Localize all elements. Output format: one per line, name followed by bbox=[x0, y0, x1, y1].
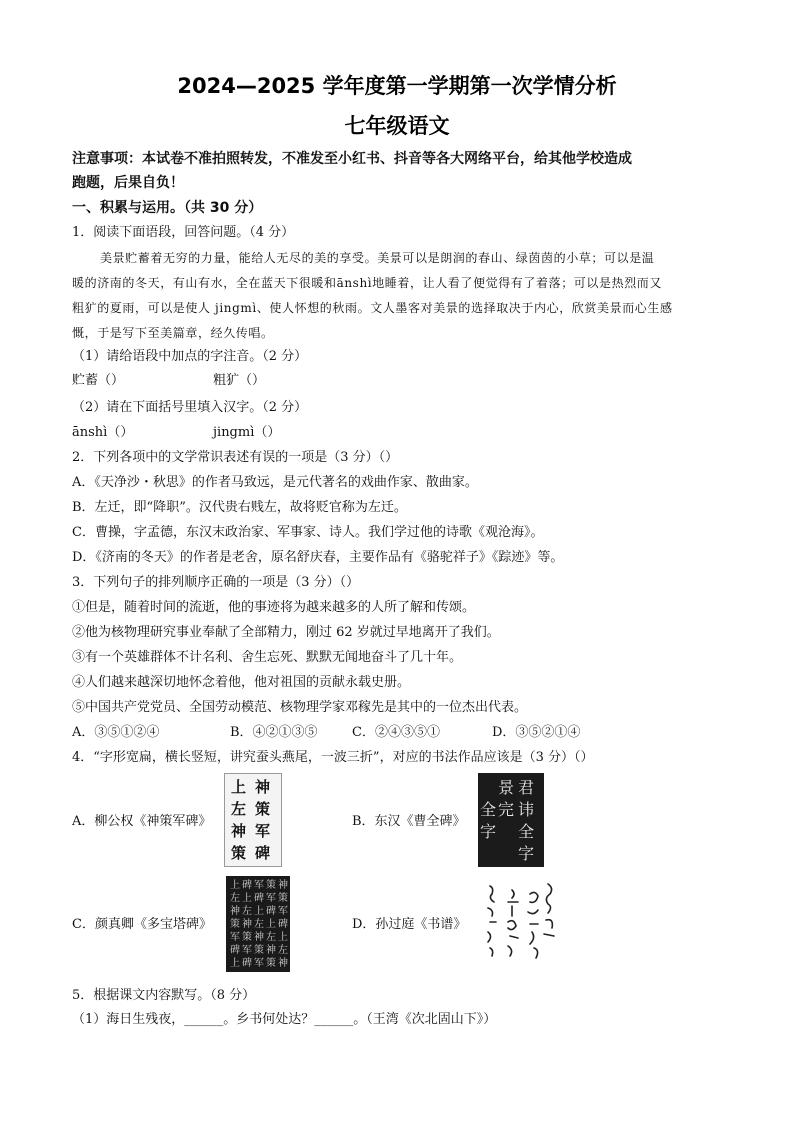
glyph: 字 bbox=[518, 844, 535, 863]
q3-sentence: ②他为核物理研究事业奉献了全部精力，刚过 62 岁就过早地离开了我们。 bbox=[72, 625, 500, 640]
q2-prompt: 2．下列各项中的文学常识表述有误的一项是（3 分）（） bbox=[72, 450, 399, 465]
calligraphy-image-a bbox=[224, 773, 282, 867]
notice-line-2: 跑题，后果自负！ bbox=[72, 175, 184, 191]
glyph: 上 bbox=[231, 778, 247, 796]
glyph: 左 bbox=[254, 919, 264, 930]
q4-option-b-label: B．东汉《曹全碑》 bbox=[352, 814, 466, 829]
glyph: 神 bbox=[230, 906, 240, 917]
q3-option-a: A．③⑤①②④ bbox=[72, 725, 160, 740]
glyph: 全 bbox=[518, 822, 535, 841]
q1-passage-line: 美景贮蓄着无穷的力量，能给人无尽的美的享受。美景可以是朗润的春山、绿茵茵的小草；可以是温 bbox=[100, 251, 655, 265]
glyph: 军 bbox=[255, 822, 271, 840]
q2-option-c: C．曹操，字孟德，东汉末政治家、军事家、诗人。我们学过他的诗歌《观沧海》。 bbox=[72, 525, 544, 540]
glyph: 策 bbox=[266, 958, 276, 969]
glyph: 碑 bbox=[266, 906, 276, 917]
q1-sub2: （2）请在下面括号里填入汉字。（2 分） bbox=[72, 400, 308, 415]
q1-sub1: （1）请给语段中加点的字注音。（2 分） bbox=[72, 349, 308, 364]
q4-option-a-label: A．柳公权《神策军碑》 bbox=[72, 814, 212, 829]
glyph: 完 bbox=[498, 800, 515, 819]
glyph: 军 bbox=[254, 880, 264, 891]
calligraphy-image-d bbox=[478, 876, 562, 968]
glyph: 神 bbox=[266, 945, 276, 956]
exam-subject: 七年级语文 bbox=[344, 114, 450, 138]
q1-sub2-a: ānshì（） bbox=[72, 425, 134, 440]
glyph: 碑 bbox=[230, 945, 240, 956]
glyph: 字 bbox=[480, 822, 497, 841]
glyph: 军 bbox=[230, 932, 240, 943]
glyph: 左 bbox=[266, 932, 276, 943]
q4-option-d-label: D．孙过庭《书谱》 bbox=[352, 917, 467, 932]
q3-sentence: ⑤中国共产党党员、全国劳动模范、核物理学家邓稼先是其中的一位杰出代表。 bbox=[72, 700, 528, 715]
q3-sentence: ①但是，随着时间的流逝，他的事迹将为越来越多的人所了解和传颂。 bbox=[72, 600, 476, 615]
glyph: 策 bbox=[230, 919, 240, 930]
q1-passage-line: 慨，于是写下至美篇章，经久传唱。 bbox=[72, 326, 274, 340]
q3-option-c: C．②④③⑤① bbox=[352, 725, 440, 740]
q1-sub1-a: 贮蓄（） bbox=[72, 373, 125, 388]
glyph: 策 bbox=[278, 893, 288, 904]
glyph: 策 bbox=[266, 880, 276, 891]
glyph: 神 bbox=[278, 880, 288, 891]
exam-title: 2024—2025 学年度第一学期第一次学情分析 bbox=[177, 74, 617, 98]
glyph: 上 bbox=[230, 958, 240, 969]
glyph: 左 bbox=[231, 800, 247, 818]
glyph: 神 bbox=[255, 778, 271, 796]
q1-prompt: 1．阅读下面语段，回答问题。（4 分） bbox=[72, 225, 295, 240]
glyph: 神 bbox=[242, 919, 252, 930]
q2-option-b: B．左迁，即“降职”。汉代贵右贱左，故将贬官称为左迁。 bbox=[72, 500, 407, 515]
q4-option-c-label: C．颜真卿《多宝塔碑》 bbox=[72, 917, 212, 932]
glyph: 全 bbox=[480, 800, 497, 819]
glyph: 上 bbox=[242, 893, 252, 904]
glyph: 左 bbox=[230, 893, 240, 904]
q2-option-d: D．《济南的冬天》的作者是老舍，原名舒庆春，主要作品有《骆驼祥子》《踪迹》等。 bbox=[72, 550, 564, 565]
q3-prompt: 3．下列句子的排列顺序正确的一项是（3 分）（） bbox=[72, 575, 360, 590]
glyph: 君 bbox=[518, 778, 535, 797]
glyph: 上 bbox=[266, 919, 276, 930]
glyph: 神 bbox=[254, 932, 264, 943]
q5-prompt: 5．根据课文内容默写。（8 分） bbox=[72, 988, 256, 1003]
q3-sentence: ③有一个英雄群体不计名利、舍生忘死、默默无闻地奋斗了几十年。 bbox=[72, 650, 463, 665]
glyph: 左 bbox=[278, 945, 288, 956]
glyph: 军 bbox=[242, 945, 252, 956]
q1-passage-line: 暖的济南的冬天，有山有水，全在蓝天下很暖和ānshì地睡着，让人看了便觉得有了着落；可以是热烈而又 bbox=[72, 276, 663, 290]
q5-sub1: （1）海日生残夜，______。乡书何处达？______。（王湾《次北固山下》） bbox=[72, 1012, 497, 1027]
q1-passage-line: 粗犷的夏雨，可以是使人 jingmì、使人怀想的秋雨。文人墨客对美景的选择取决于内心，欣赏美景而心生感 bbox=[72, 301, 673, 315]
glyph: 碑 bbox=[255, 844, 271, 862]
notice-line-1: 注意事项：本试卷不准拍照转发，不准发至小红书、抖音等各大网络平台，给其他学校造成 bbox=[72, 151, 632, 167]
glyph: 碑 bbox=[242, 880, 252, 891]
glyph: 神 bbox=[278, 958, 288, 969]
glyph: 上 bbox=[278, 932, 288, 943]
glyph: 策 bbox=[254, 945, 264, 956]
q3-option-d: D．③⑤②①④ bbox=[492, 725, 581, 740]
q4-prompt: 4．“字形宽扁，横长竖短，讲究蚕头燕尾，一波三折”，对应的书法作品应该是（3 分）（） bbox=[72, 750, 594, 765]
glyph: 策 bbox=[231, 844, 247, 862]
glyph: 讳 bbox=[518, 800, 535, 819]
calligraphy-image-c bbox=[226, 876, 290, 972]
calligraphy-image-b bbox=[478, 773, 544, 867]
glyph: 策 bbox=[242, 932, 252, 943]
glyph: 军 bbox=[278, 906, 288, 917]
glyph: 策 bbox=[255, 800, 271, 818]
glyph: 军 bbox=[266, 893, 276, 904]
glyph: 景 bbox=[498, 778, 515, 797]
stele-glyphs-a bbox=[225, 774, 281, 866]
q3-sentence: ④人们越来越深切地怀念着他，他对祖国的贡献永载史册。 bbox=[72, 675, 411, 690]
q1-sub2-b: jingmì（） bbox=[213, 425, 281, 440]
glyph: 碑 bbox=[278, 919, 288, 930]
glyph: 上 bbox=[254, 906, 264, 917]
q2-option-a: A．《天净沙・秋思》的作者马致远，是元代著名的戏曲作家、散曲家。 bbox=[72, 475, 478, 490]
glyph: 碑 bbox=[254, 893, 264, 904]
glyph: 神 bbox=[231, 822, 247, 840]
q1-sub1-b: 粗犷（） bbox=[213, 373, 266, 388]
glyph: 军 bbox=[254, 958, 264, 969]
section-1-heading: 一、积累与运用。（共 30 分） bbox=[72, 200, 263, 216]
glyph: 碑 bbox=[242, 958, 252, 969]
glyph: 左 bbox=[242, 906, 252, 917]
glyph: 上 bbox=[230, 880, 240, 891]
q3-option-b: B．④②①③⑤ bbox=[230, 725, 318, 740]
